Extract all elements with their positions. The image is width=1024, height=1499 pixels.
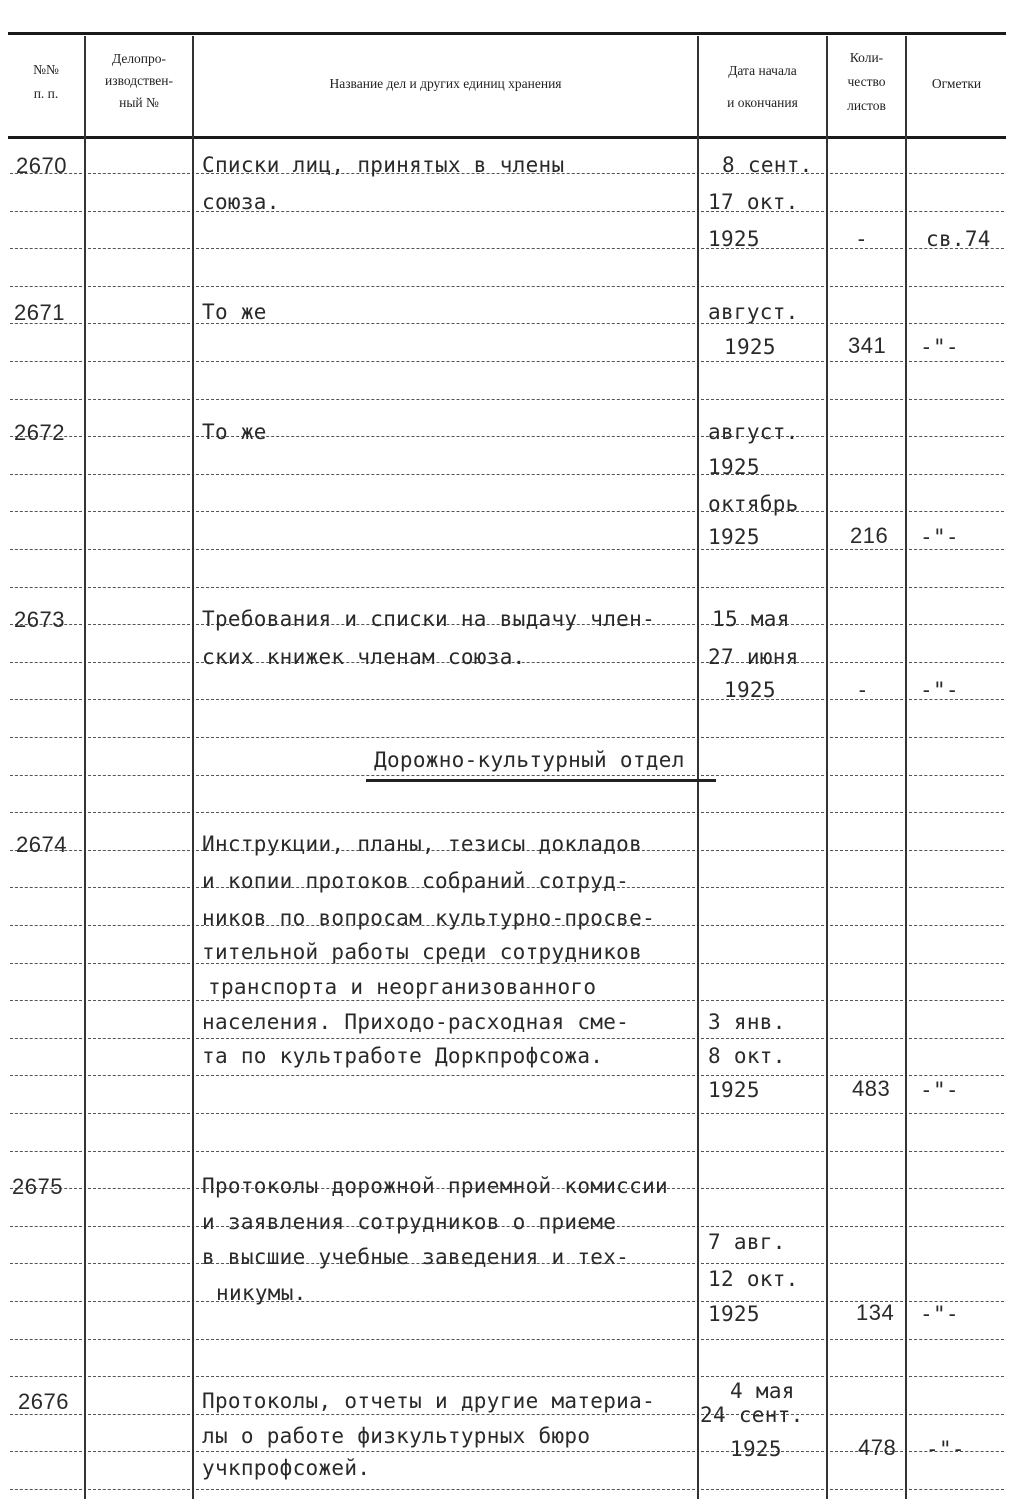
ruled-line: [196, 248, 695, 249]
ruled-line: [909, 662, 1004, 663]
ruled-line: [10, 474, 82, 475]
section-title: Дорожно-культурный отдел: [374, 748, 685, 772]
ruled-line: [196, 587, 695, 588]
ruled-line: [830, 887, 903, 888]
ruled-line: [909, 474, 1004, 475]
entry-date-line: 3 янв.: [708, 1010, 786, 1034]
entry-date-line: 12 окт.: [708, 1267, 799, 1291]
ruled-line: [701, 1376, 824, 1377]
ruled-line: [10, 1075, 82, 1076]
ruled-line: [10, 286, 82, 287]
ruled-line: [701, 850, 824, 851]
col-divider-2: [192, 36, 194, 1499]
entry-date-line: 1925: [708, 227, 760, 251]
ruled-line: [88, 587, 190, 588]
ruled-line: [196, 1339, 695, 1340]
entry-number: 2675: [12, 1174, 63, 1199]
ruled-line: [830, 963, 903, 964]
ruled-line: [88, 1489, 190, 1490]
ruled-line: [10, 211, 82, 212]
ruled-line: [196, 775, 695, 776]
ruled-line: [830, 587, 903, 588]
entry-date-line: август.: [708, 420, 799, 444]
ruled-line: [909, 1489, 1004, 1490]
entry-number: 2673: [14, 607, 65, 632]
ruled-line: [830, 211, 903, 212]
ruled-line: [701, 775, 824, 776]
ruled-line: [10, 812, 82, 813]
header-bottom-rule: [8, 136, 1006, 139]
ruled-line: [909, 887, 1004, 888]
ruled-line: [10, 1151, 82, 1152]
entry-date-line: октябрь: [708, 492, 799, 516]
entry-notes: -"-: [920, 335, 959, 359]
entry-title-line: учкпрофсожей.: [202, 1456, 371, 1480]
ruled-line: [909, 211, 1004, 212]
ruled-line: [10, 1113, 82, 1114]
entry-title-line: транспорта и неорганизованного: [208, 975, 597, 999]
ruled-line: [701, 812, 824, 813]
ruled-line: [830, 775, 903, 776]
entry-date-line: 1925: [708, 1302, 760, 1326]
ruled-line: [88, 1263, 190, 1264]
ruled-line: [10, 511, 82, 512]
ruled-line: [909, 587, 1004, 588]
ruled-line: [909, 963, 1004, 964]
ruled-line: [10, 1301, 82, 1302]
header-top-rule: [8, 32, 1006, 35]
entry-notes: -"-: [920, 525, 959, 549]
ruled-line: [830, 925, 903, 926]
entry-date-line: 1925: [730, 1437, 782, 1461]
entry-title-line: тительной работы среди сотрудников: [202, 940, 643, 964]
ruled-line: [909, 436, 1004, 437]
ruled-line: [830, 737, 903, 738]
ruled-line: [830, 1000, 903, 1001]
ruled-line: [88, 436, 190, 437]
ruled-line: [701, 399, 824, 400]
entry-date-line: август.: [708, 300, 799, 324]
ruled-line: [830, 1339, 903, 1340]
section-underline: [366, 779, 716, 782]
entry-title-line: лы о работе физкультурных бюро: [202, 1424, 591, 1448]
ruled-line: [701, 1188, 824, 1189]
header-col-title: Название дел и других единиц хранения: [329, 76, 562, 91]
ruled-line: [10, 399, 82, 400]
ruled-line: [196, 1451, 695, 1452]
entry-title-line: и копии протоков собраний сотруд-: [202, 869, 630, 893]
entry-title-line: То же: [202, 300, 267, 324]
ruled-line: [701, 1263, 824, 1264]
entry-title-line: Инструкции, планы, тезисы докладов: [202, 832, 643, 856]
ruled-line: [88, 211, 190, 212]
ruled-line: [10, 699, 82, 700]
ruled-line: [196, 1038, 695, 1039]
entry-title-line: Протоколы дорожной приемной комиссии: [202, 1174, 668, 1198]
ruled-line: [88, 549, 190, 550]
ruled-line: [196, 737, 695, 738]
ruled-line: [830, 1376, 903, 1377]
ruled-line: [701, 737, 824, 738]
header-col-dates: Дата начала и окончания: [727, 63, 798, 110]
ruled-line: [909, 737, 1004, 738]
ruled-line: [830, 1414, 903, 1415]
ruled-line: [701, 361, 824, 362]
entry-notes: -"-: [920, 678, 959, 702]
ruled-line: [196, 1489, 695, 1490]
ruled-line: [88, 1075, 190, 1076]
entry-date-line: 17 окт.: [708, 190, 799, 214]
ruled-line: [88, 399, 190, 400]
ruled-line: [88, 474, 190, 475]
entry-date-line: 24 сент.: [700, 1403, 804, 1427]
ruled-line: [701, 1151, 824, 1152]
ruled-line: [88, 699, 190, 700]
ruled-line: [10, 662, 82, 663]
ruled-line: [830, 286, 903, 287]
entry-sheets: -: [856, 678, 869, 702]
ruled-line: [830, 624, 903, 625]
entry-title-line: никумы.: [216, 1281, 307, 1305]
entry-date-line: 1925: [708, 455, 760, 479]
ruled-line: [909, 850, 1004, 851]
ruled-line: [196, 1151, 695, 1152]
ruled-line: [830, 1489, 903, 1490]
ruled-line: [830, 511, 903, 512]
entry-title-line: в высшие учебные заведения и тех-: [202, 1245, 630, 1269]
ruled-line: [88, 1414, 190, 1415]
ruled-line: [10, 737, 82, 738]
ruled-line: [88, 737, 190, 738]
ruled-line: [909, 173, 1004, 174]
ruled-line: [830, 1038, 903, 1039]
entry-sheets: 216: [850, 523, 889, 548]
ruled-line: [909, 775, 1004, 776]
entry-notes: св.74: [926, 227, 991, 251]
ruled-line: [701, 549, 824, 550]
ruled-line: [88, 662, 190, 663]
ruled-line: [10, 1376, 82, 1377]
ruled-line: [10, 925, 82, 926]
ruled-line: [88, 624, 190, 625]
ruled-line: [701, 1000, 824, 1001]
ruled-line: [909, 549, 1004, 550]
ruled-line: [88, 1451, 190, 1452]
entry-date-line: 1925: [708, 1078, 760, 1102]
ruled-line: [10, 549, 82, 550]
ruled-line: [909, 1226, 1004, 1227]
ruled-line: [10, 1226, 82, 1227]
entry-date-line: 1925: [708, 525, 760, 549]
ruled-line: [909, 624, 1004, 625]
ruled-line: [701, 1075, 824, 1076]
ruled-line: [830, 323, 903, 324]
ruled-line: [909, 1113, 1004, 1114]
entry-title-line: та по культработе Доркпрофсожа.: [202, 1044, 604, 1068]
ruled-line: [909, 511, 1004, 512]
ruled-line: [830, 361, 903, 362]
ruled-line: [830, 1113, 903, 1114]
ruled-line: [830, 173, 903, 174]
entry-date-line: 4 мая: [730, 1379, 795, 1403]
ruled-line: [196, 436, 695, 437]
header-col-sheets: Коли- чество листов: [847, 50, 886, 113]
ruled-line: [830, 1188, 903, 1189]
ruled-line: [701, 925, 824, 926]
ruled-line: [88, 1000, 190, 1001]
entry-date-line: 7 авг.: [708, 1230, 786, 1254]
entry-sheets: 134: [856, 1300, 895, 1325]
ruled-line: [10, 361, 82, 362]
ruled-line: [88, 1339, 190, 1340]
ruled-line: [10, 587, 82, 588]
entry-date-line: 27 июня: [708, 645, 799, 669]
entry-date-line: 8 окт.: [708, 1044, 786, 1068]
ruled-line: [909, 399, 1004, 400]
entry-number: 2671: [14, 300, 65, 325]
entry-number: 2676: [18, 1389, 69, 1414]
ruled-line: [10, 1038, 82, 1039]
ruled-line: [196, 474, 695, 475]
ruled-line: [196, 1376, 695, 1377]
entry-title-line: То же: [202, 420, 267, 444]
col-divider-3: [697, 36, 699, 1499]
ruled-line: [196, 699, 695, 700]
entry-sheets: 478: [858, 1435, 897, 1460]
entry-title-line: Требования и списки на выдачу член-: [202, 607, 656, 631]
ruled-line: [909, 323, 1004, 324]
ruled-line: [196, 286, 695, 287]
ruled-line: [88, 286, 190, 287]
ruled-line: [701, 1339, 824, 1340]
col-divider-1: [84, 36, 86, 1499]
entry-number: 2674: [16, 832, 67, 857]
ruled-line: [909, 1263, 1004, 1264]
ruled-line: [830, 812, 903, 813]
ruled-line: [701, 1489, 824, 1490]
ruled-line: [830, 1263, 903, 1264]
entry-date-line: 15 мая: [712, 607, 790, 631]
ruled-line: [701, 887, 824, 888]
ruled-line: [909, 925, 1004, 926]
ruled-line: [196, 511, 695, 512]
ruled-line: [196, 812, 695, 813]
ruled-line: [10, 963, 82, 964]
header-col-office-number: Делопро- изводствен- ный №: [105, 51, 173, 110]
ruled-line: [196, 399, 695, 400]
entry-title-line: Списки лиц, принятых в члены: [202, 153, 565, 177]
ruled-line: [10, 248, 82, 249]
ruled-line: [830, 1226, 903, 1227]
ruled-line: [88, 1151, 190, 1152]
ruled-line: [909, 1038, 1004, 1039]
ruled-line: [196, 1000, 695, 1001]
ruled-line: [830, 549, 903, 550]
entry-number: 2670: [16, 153, 67, 178]
entry-number: 2672: [14, 420, 65, 445]
ruled-line: [88, 1113, 190, 1114]
entry-sheets: 483: [852, 1076, 891, 1101]
entry-title-line: населения. Приходо-расходная сме-: [202, 1010, 630, 1034]
ruled-line: [88, 248, 190, 249]
ruled-line: [830, 436, 903, 437]
ruled-line: [88, 511, 190, 512]
ruled-line: [909, 1376, 1004, 1377]
entry-title-line: союза.: [202, 190, 280, 214]
ruled-line: [196, 1414, 695, 1415]
ruled-line: [10, 1000, 82, 1001]
entry-sheets: -: [855, 227, 868, 251]
ruled-line: [909, 1000, 1004, 1001]
ruled-line: [88, 1188, 190, 1189]
ruled-line: [909, 812, 1004, 813]
ruled-line: [196, 323, 695, 324]
ruled-line: [88, 812, 190, 813]
ruled-line: [10, 1339, 82, 1340]
ruled-line: [909, 1151, 1004, 1152]
ruled-line: [701, 1038, 824, 1039]
ruled-line: [88, 963, 190, 964]
ruled-line: [88, 887, 190, 888]
entry-date-line: 8 сент.: [722, 153, 813, 177]
col-divider-4: [826, 36, 828, 1499]
col-divider-5: [905, 36, 907, 1499]
ruled-line: [88, 775, 190, 776]
entry-title-line: ников по вопросам культурно-просве-: [202, 906, 656, 930]
ruled-line: [88, 1226, 190, 1227]
ruled-line: [88, 361, 190, 362]
entry-date-line: 1925: [724, 678, 776, 702]
ruled-line: [830, 1151, 903, 1152]
ruled-line: [196, 1075, 695, 1076]
ruled-line: [196, 1113, 695, 1114]
entry-title-line: Протоколы, отчеты и другие материа-: [202, 1389, 656, 1413]
ruled-line: [830, 850, 903, 851]
ruled-line: [196, 361, 695, 362]
ruled-line: [10, 1489, 82, 1490]
ruled-line: [830, 662, 903, 663]
ruled-line: [701, 963, 824, 964]
ruled-line: [909, 286, 1004, 287]
ruled-line: [10, 1451, 82, 1452]
ruled-line: [10, 887, 82, 888]
ruled-line: [909, 361, 1004, 362]
ruled-line: [88, 1301, 190, 1302]
ruled-line: [909, 1414, 1004, 1415]
ruled-line: [701, 286, 824, 287]
ruled-line: [88, 173, 190, 174]
entry-title-line: и заявления сотрудников о приеме: [202, 1210, 617, 1234]
ruled-line: [10, 775, 82, 776]
ruled-line: [88, 1038, 190, 1039]
ruled-line: [701, 1113, 824, 1114]
ruled-line: [701, 1226, 824, 1227]
ruled-line: [88, 850, 190, 851]
entry-notes: -"-: [920, 1302, 959, 1326]
entry-notes: -"-: [926, 1437, 965, 1461]
ruled-line: [701, 587, 824, 588]
ruled-line: [88, 1376, 190, 1377]
ruled-line: [88, 323, 190, 324]
ruled-line: [196, 549, 695, 550]
header-col-number: №№ п. п.: [33, 62, 59, 101]
ruled-line: [830, 399, 903, 400]
ruled-line: [10, 1263, 82, 1264]
entry-date-line: 1925: [724, 335, 776, 359]
ruled-line: [909, 1075, 1004, 1076]
entry-notes: -"-: [920, 1078, 959, 1102]
ruled-line: [909, 1339, 1004, 1340]
header-col-notes: Огметки: [931, 76, 982, 91]
entry-title-line: ских книжек членам союза.: [202, 645, 526, 669]
ruled-line: [909, 1188, 1004, 1189]
entry-sheets: 341: [848, 333, 887, 358]
ruled-line: [830, 474, 903, 475]
ruled-line: [88, 925, 190, 926]
